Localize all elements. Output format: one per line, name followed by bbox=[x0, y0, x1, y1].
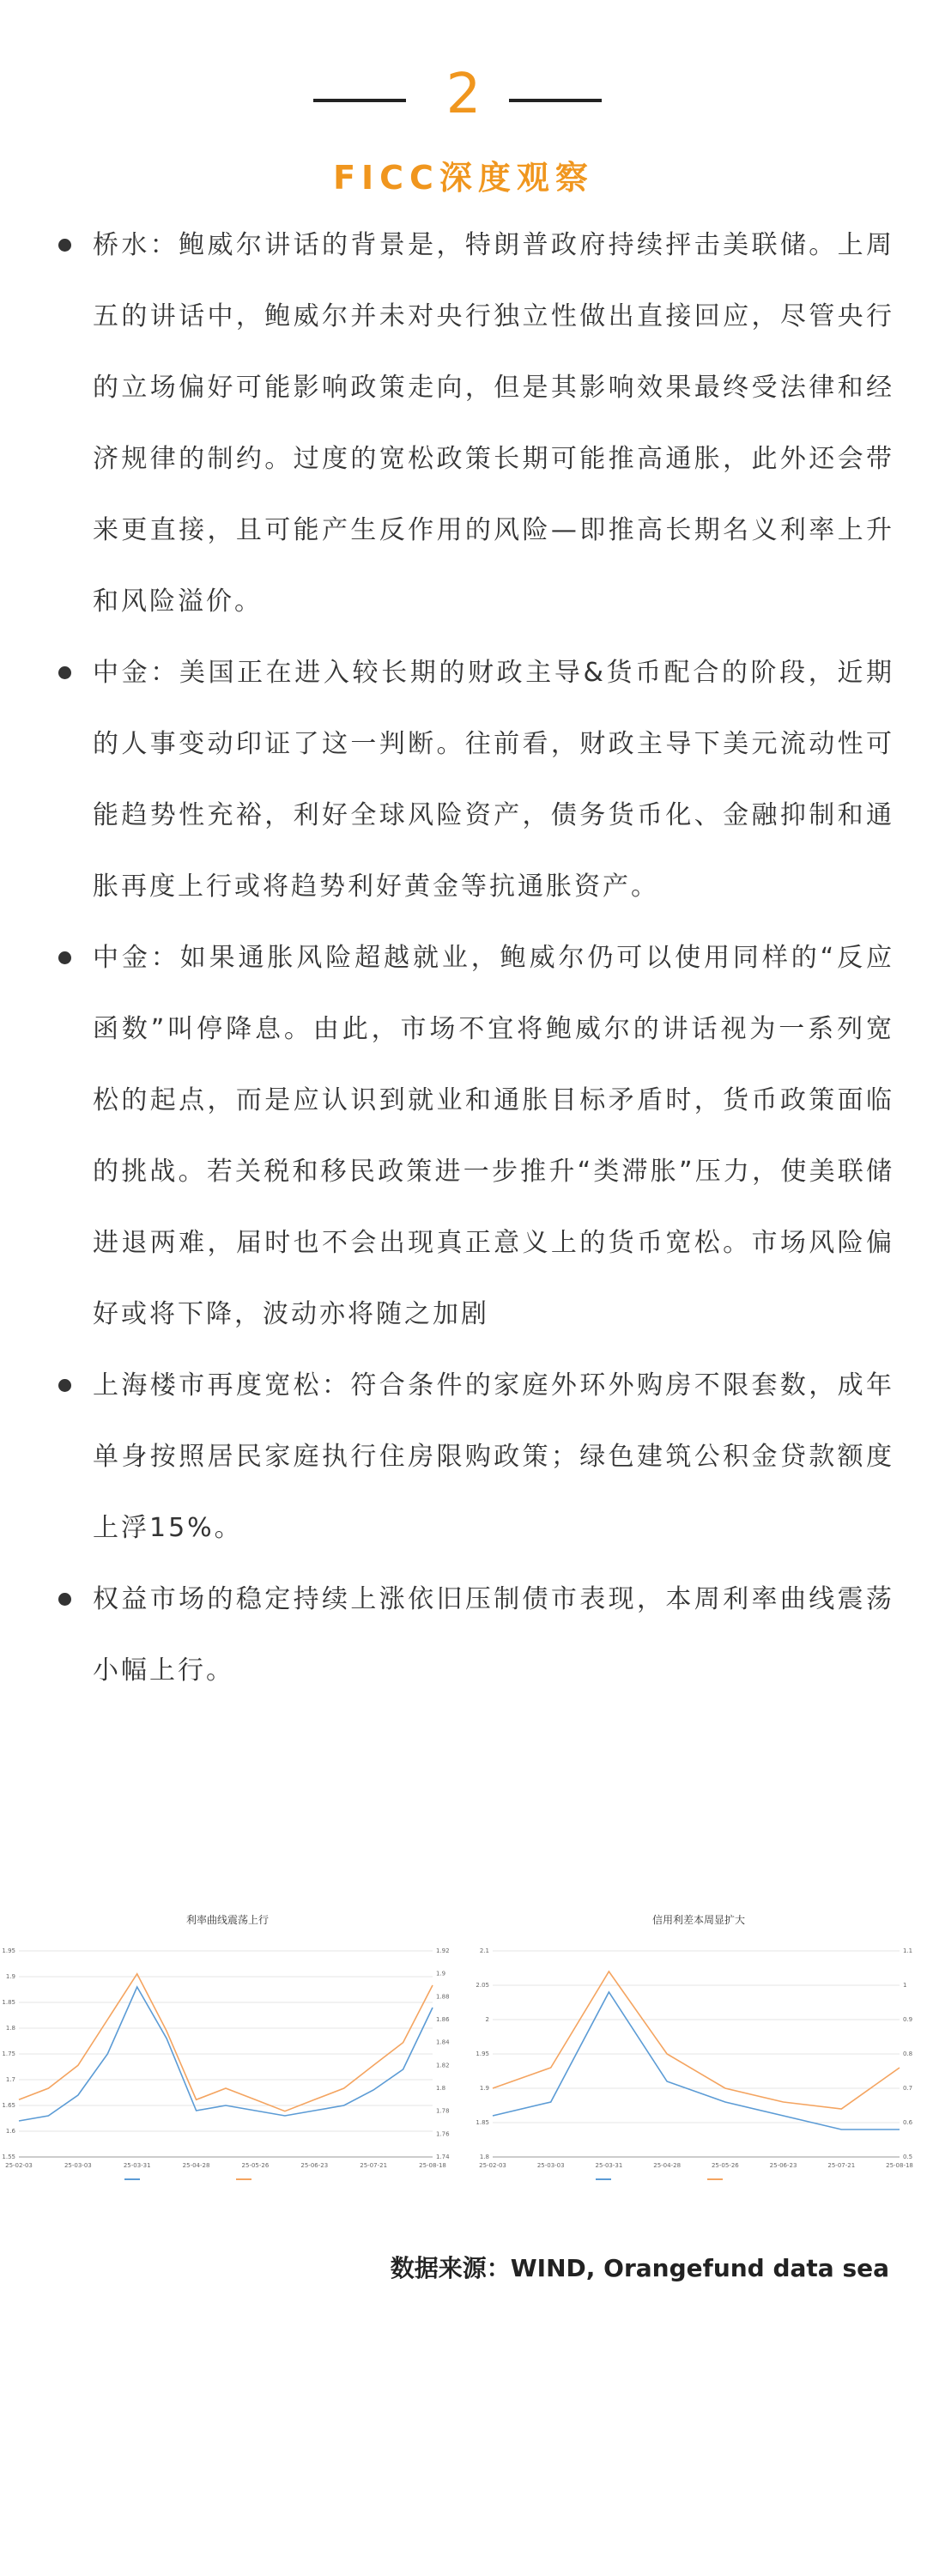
y-right-tick-label: 1.74 bbox=[436, 2154, 450, 2160]
y-right-tick-label: 1.76 bbox=[436, 2130, 450, 2138]
y-right-tick-label: 1.82 bbox=[436, 2062, 450, 2069]
bullet-text: 桥水：鲍威尔讲话的背景是，特朗普政府持续抨击美联储。上周五的讲话中，鲍威尔并未对央行独立性做出直接回应，尽管央行的立场偏好可能影响政策走向，但是其影响效果最终受法律和经济规律的制约。过度的宽松政策长期可能推高通胀，此外还会带来更直接，且可能产生反作用的风险—即推高长期名义利率上升和风险溢价。 bbox=[93, 230, 894, 617]
y-left-tick-label: 1.95 bbox=[2, 1947, 15, 1954]
bullet-dot-icon bbox=[58, 1593, 71, 1606]
data-source: 数据来源：WIND, Orangefund data sea bbox=[390, 2254, 889, 2282]
y-left-tick-label: 2.1 bbox=[479, 1947, 489, 1954]
y-left-tick-label: 1.9 bbox=[5, 1973, 15, 1980]
charts-row bbox=[0, 1906, 927, 2198]
y-left-tick-label: 1.6 bbox=[5, 2128, 15, 2135]
y-left-tick-label: 2.05 bbox=[476, 1982, 489, 1989]
section-header bbox=[0, 60, 927, 129]
bullet-item bbox=[53, 1350, 894, 1564]
y-right-tick-label: 0.5 bbox=[903, 2154, 913, 2160]
x-tick-label: 25-08-18 bbox=[886, 2162, 913, 2169]
y-left-tick-label: 2 bbox=[485, 2016, 489, 2023]
x-tick-label: 25-05-26 bbox=[711, 2162, 739, 2169]
y-left-tick-label: 1.7 bbox=[5, 2076, 15, 2083]
y-right-tick-label: 1.92 bbox=[436, 1947, 450, 1954]
chart-credit-spread-svg bbox=[470, 1906, 927, 2198]
y-right-tick-label: 1.78 bbox=[436, 2107, 450, 2115]
y-right-tick-label: 1.88 bbox=[436, 1993, 450, 2001]
x-tick-label: 25-02-03 bbox=[5, 2162, 33, 2169]
bullet-text: 中金：如果通胀风险超越就业，鲍威尔仍可以使用同样的“反应函数”叫停降息。由此，市场不宜将鲍威尔的讲话视为一系列宽松的起点，而是应认识到就业和通胀目标矛盾时，货币政策面临的挑战。若关税和移民政策进一步推升“类滞胀”压力，使美联储进退两难，届时也不会出现真正意义上的货币宽松。市场风险偏好或将下降，波动亦将随之加剧 bbox=[93, 943, 894, 1329]
section-number: 2 bbox=[445, 63, 482, 126]
bullet-dot-icon bbox=[58, 666, 71, 679]
x-tick-label: 25-04-28 bbox=[653, 2162, 682, 2169]
bullet-item bbox=[53, 637, 894, 922]
y-right-tick-label: 1 bbox=[903, 1982, 907, 1989]
x-tick-label: 25-07-21 bbox=[360, 2162, 388, 2169]
bullet-list bbox=[53, 210, 894, 1706]
x-tick-label: 25-03-31 bbox=[123, 2162, 151, 2169]
y-right-tick-label: 1.1 bbox=[903, 1947, 913, 1954]
y-right-tick-label: 1.9 bbox=[436, 1970, 446, 1978]
x-tick-label: 25-03-31 bbox=[595, 2162, 623, 2169]
bullet-dot-icon bbox=[58, 1379, 71, 1392]
y-left-tick-label: 1.8 bbox=[5, 2025, 15, 2032]
bullet-text: 权益市场的稳定持续上涨依旧压制债市表现，本周利率曲线震荡小幅上行。 bbox=[93, 1584, 894, 1686]
bullet-dot-icon bbox=[58, 239, 71, 252]
bullet-item bbox=[53, 922, 894, 1350]
x-tick-label: 25-06-23 bbox=[769, 2162, 797, 2169]
y-right-tick-label: 0.8 bbox=[903, 2050, 913, 2057]
chart-rate-curve bbox=[0, 1906, 455, 2198]
header-divider-right bbox=[509, 99, 602, 102]
x-tick-label: 25-08-18 bbox=[419, 2162, 446, 2169]
bullet-item bbox=[53, 1564, 894, 1706]
x-tick-label: 25-03-03 bbox=[64, 2162, 92, 2169]
bullet-text: 中金：美国正在进入较长期的财政主导&货币配合的阶段，近期的人事变动印证了这一判断。往前看，财政主导下美元流动性可能趋势性充裕，利好全球风险资产，债务货币化、金融抑制和通胀再度上行或将趋势利好黄金等抗通胀资产。 bbox=[93, 658, 894, 902]
y-left-tick-label: 1.9 bbox=[479, 2085, 489, 2092]
y-left-tick-label: 1.75 bbox=[2, 2050, 15, 2057]
header-divider-left bbox=[313, 99, 406, 102]
x-tick-label: 25-07-21 bbox=[827, 2162, 856, 2169]
y-right-tick-label: 0.6 bbox=[903, 2119, 913, 2126]
y-left-tick-label: 1.85 bbox=[476, 2119, 489, 2126]
y-right-tick-label: 1.84 bbox=[436, 2038, 450, 2046]
x-tick-label: 25-03-03 bbox=[536, 2162, 565, 2169]
chart-credit-spread bbox=[470, 1906, 927, 2198]
y-left-tick-label: 1.55 bbox=[2, 2154, 15, 2160]
x-tick-label: 25-06-23 bbox=[300, 2162, 329, 2169]
y-right-tick-label: 0.7 bbox=[903, 2085, 913, 2092]
y-left-tick-label: 1.8 bbox=[479, 2154, 489, 2160]
chart-title: 信用利差本周显扩大 bbox=[651, 1914, 746, 1926]
y-left-tick-label: 1.65 bbox=[2, 2102, 15, 2109]
y-left-tick-label: 1.95 bbox=[476, 2050, 489, 2057]
y-left-tick-label: 1.85 bbox=[2, 1999, 15, 2006]
chart-title: 利率曲线震荡上行 bbox=[185, 1914, 270, 1926]
bullet-text: 上海楼市再度宽松：符合条件的家庭外环外购房不限套数，成年单身按照居民家庭执行住房限购政策；绿色建筑公积金贷款额度上浮15%。 bbox=[93, 1370, 894, 1543]
bullet-dot-icon bbox=[58, 951, 71, 964]
x-tick-label: 25-04-28 bbox=[182, 2162, 210, 2169]
x-tick-label: 25-05-26 bbox=[241, 2162, 270, 2169]
y-right-tick-label: 1.86 bbox=[436, 2016, 450, 2023]
x-tick-label: 25-02-03 bbox=[479, 2162, 506, 2169]
y-right-tick-label: 0.9 bbox=[903, 2016, 913, 2023]
chart-rate-curve-svg bbox=[0, 1906, 455, 2198]
bullet-item bbox=[53, 210, 894, 637]
section-title: FICC深度观察 bbox=[333, 159, 594, 197]
y-right-tick-label: 1.8 bbox=[436, 2085, 446, 2092]
